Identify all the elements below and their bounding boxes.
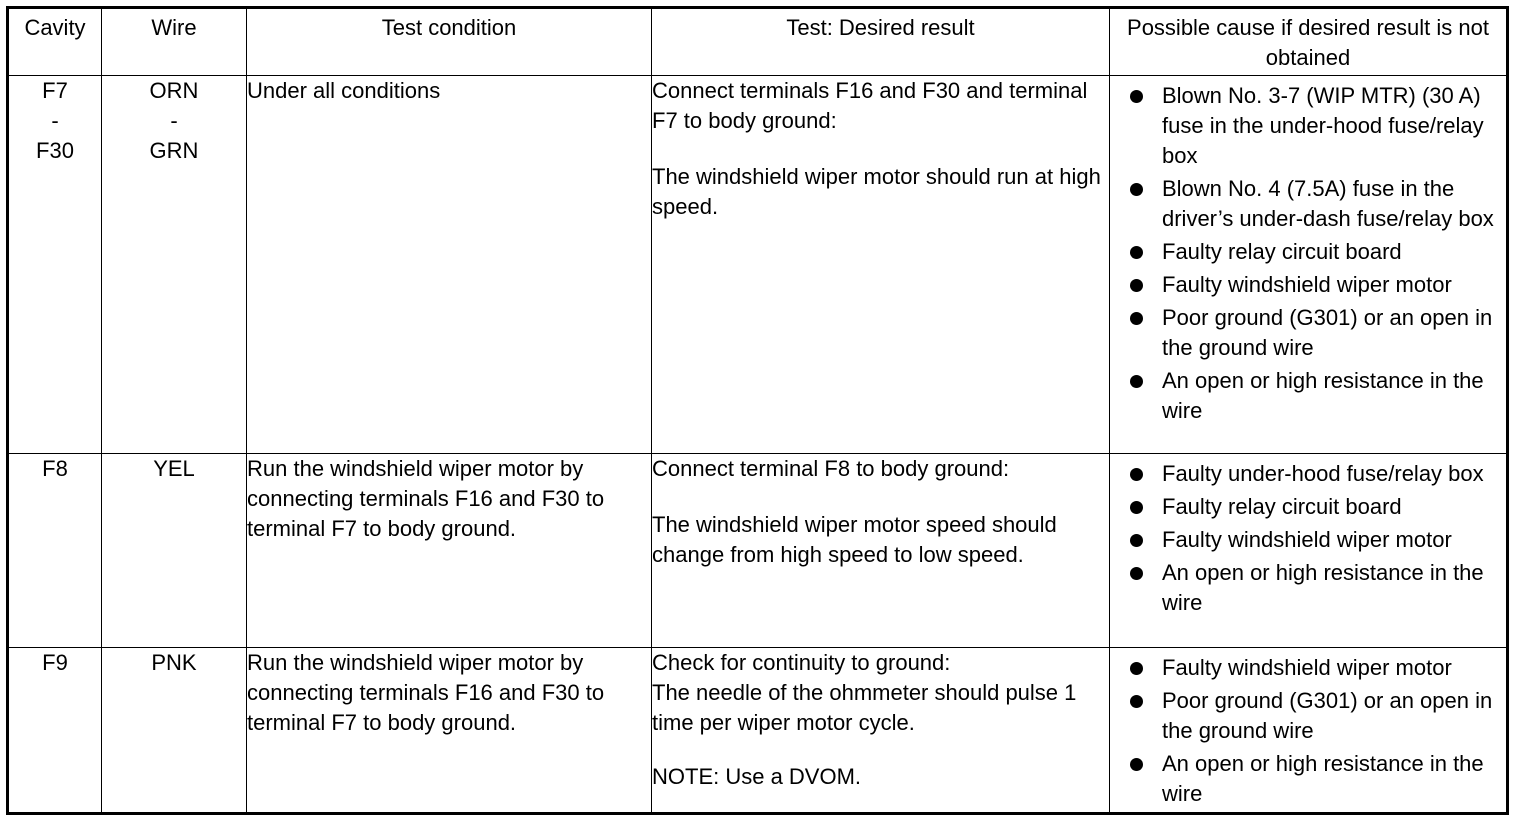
cause-item xyxy=(1110,749,1502,809)
cause-item xyxy=(1110,366,1502,426)
cause-text: Blown No. 3-7 (WIP MTR) (30 A) fuse in the under-hood fuse/relay box xyxy=(1162,83,1484,168)
wire-color: ORN xyxy=(149,78,199,103)
header-cavity: Cavity xyxy=(8,8,102,76)
cause-text: Faulty relay circuit board xyxy=(1162,239,1402,264)
cause-item xyxy=(1110,459,1502,489)
test-condition-cell xyxy=(247,454,652,648)
cause-text: Faulty windshield wiper motor xyxy=(1162,272,1452,297)
desired-result-cell xyxy=(652,76,1110,454)
cause-item xyxy=(1110,237,1502,267)
bullet-icon xyxy=(1130,183,1143,196)
bullet-icon xyxy=(1130,501,1143,514)
wire-color: GRN xyxy=(149,138,199,163)
wire-cell xyxy=(102,648,247,814)
cause-item xyxy=(1110,270,1502,300)
header-test-condition: Test condition xyxy=(247,8,652,76)
table-row xyxy=(8,76,1508,454)
cause-text: Blown No. 4 (7.5A) fuse in the driver’s under-dash fuse/relay box xyxy=(1162,176,1494,231)
result-expected: The windshield wiper motor should run at high speed. xyxy=(652,164,1101,219)
cause-text: Faulty windshield wiper motor xyxy=(1162,527,1452,552)
bullet-icon xyxy=(1130,567,1143,580)
bullet-icon xyxy=(1130,312,1143,325)
desired-result-cell xyxy=(652,454,1110,648)
test-condition-text: Under all conditions xyxy=(247,78,441,103)
cavity-cell xyxy=(8,648,102,814)
result-instruction: Connect terminal F8 to body ground: xyxy=(652,456,1010,481)
cavity-value: F9 xyxy=(42,650,68,675)
bullet-icon xyxy=(1130,375,1143,388)
possible-cause-cell xyxy=(1110,454,1508,648)
cause-item xyxy=(1110,653,1502,683)
cause-item xyxy=(1110,303,1502,363)
bullet-icon xyxy=(1130,90,1143,103)
table-row xyxy=(8,454,1508,648)
cause-item xyxy=(1110,558,1502,618)
troubleshooting-table xyxy=(6,6,1509,815)
test-condition-text: Run the windshield wiper motor by connecting terminals F16 and F30 to terminal F7 to body ground. xyxy=(247,650,605,735)
cause-text: An open or high resistance in the wire xyxy=(1162,368,1484,423)
bullet-icon xyxy=(1130,279,1143,292)
cause-item xyxy=(1110,492,1502,522)
bullet-icon xyxy=(1130,534,1143,547)
bullet-icon xyxy=(1130,662,1143,675)
cause-text: An open or high resistance in the wire xyxy=(1162,560,1484,615)
table-row xyxy=(8,648,1508,814)
cause-item xyxy=(1110,81,1502,171)
cause-item xyxy=(1110,174,1502,234)
cause-text: Faulty windshield wiper motor xyxy=(1162,655,1452,680)
possible-cause-cell xyxy=(1110,76,1508,454)
possible-cause-cell xyxy=(1110,648,1508,814)
cause-text: Faulty under-hood fuse/relay box xyxy=(1162,461,1484,486)
header-wire: Wire xyxy=(102,8,247,76)
result-note: NOTE: Use a DVOM. xyxy=(652,764,862,789)
cause-text: Faulty relay circuit board xyxy=(1162,494,1402,519)
cavity-value: F7 xyxy=(42,78,68,103)
wire-separator: - xyxy=(170,108,178,133)
cause-item xyxy=(1110,525,1502,555)
wire-color: PNK xyxy=(151,650,197,675)
cause-list xyxy=(1110,454,1506,618)
cavity-value: F8 xyxy=(42,456,68,481)
cavity-separator: - xyxy=(51,108,59,133)
wire-cell xyxy=(102,454,247,648)
result-instruction: Connect terminals F16 and F30 and terminal F7 to body ground: xyxy=(652,78,1088,133)
bullet-icon xyxy=(1130,246,1143,259)
cause-item xyxy=(1110,686,1502,746)
cause-list xyxy=(1110,76,1506,426)
cause-list xyxy=(1110,648,1506,809)
result-instruction: Check for continuity to ground: xyxy=(652,650,951,675)
wire-color: YEL xyxy=(153,456,195,481)
wire-cell xyxy=(102,76,247,454)
result-expected: The needle of the ohmmeter should pulse 1 time per wiper motor cycle. xyxy=(652,680,1077,735)
cause-text: Poor ground (G301) or an open in the ground wire xyxy=(1162,305,1493,360)
header-possible-cause: Possible cause if desired result is not obtained xyxy=(1110,8,1508,76)
test-condition-cell xyxy=(247,648,652,814)
header-desired-result: Test: Desired result xyxy=(652,8,1110,76)
cavity-cell xyxy=(8,454,102,648)
test-condition-text: Run the windshield wiper motor by connecting terminals F16 and F30 to terminal F7 to body ground. xyxy=(247,456,605,541)
desired-result-cell xyxy=(652,648,1110,814)
cavity-value: F30 xyxy=(36,138,74,163)
bullet-icon xyxy=(1130,468,1143,481)
cause-text: An open or high resistance in the wire xyxy=(1162,751,1484,806)
result-expected: The windshield wiper motor speed should change from high speed to low speed. xyxy=(652,512,1057,567)
test-condition-cell xyxy=(247,76,652,454)
bullet-icon xyxy=(1130,695,1143,708)
cavity-cell xyxy=(8,76,102,454)
bullet-icon xyxy=(1130,758,1143,771)
header-row xyxy=(8,8,1508,76)
cause-text: Poor ground (G301) or an open in the ground wire xyxy=(1162,688,1493,743)
